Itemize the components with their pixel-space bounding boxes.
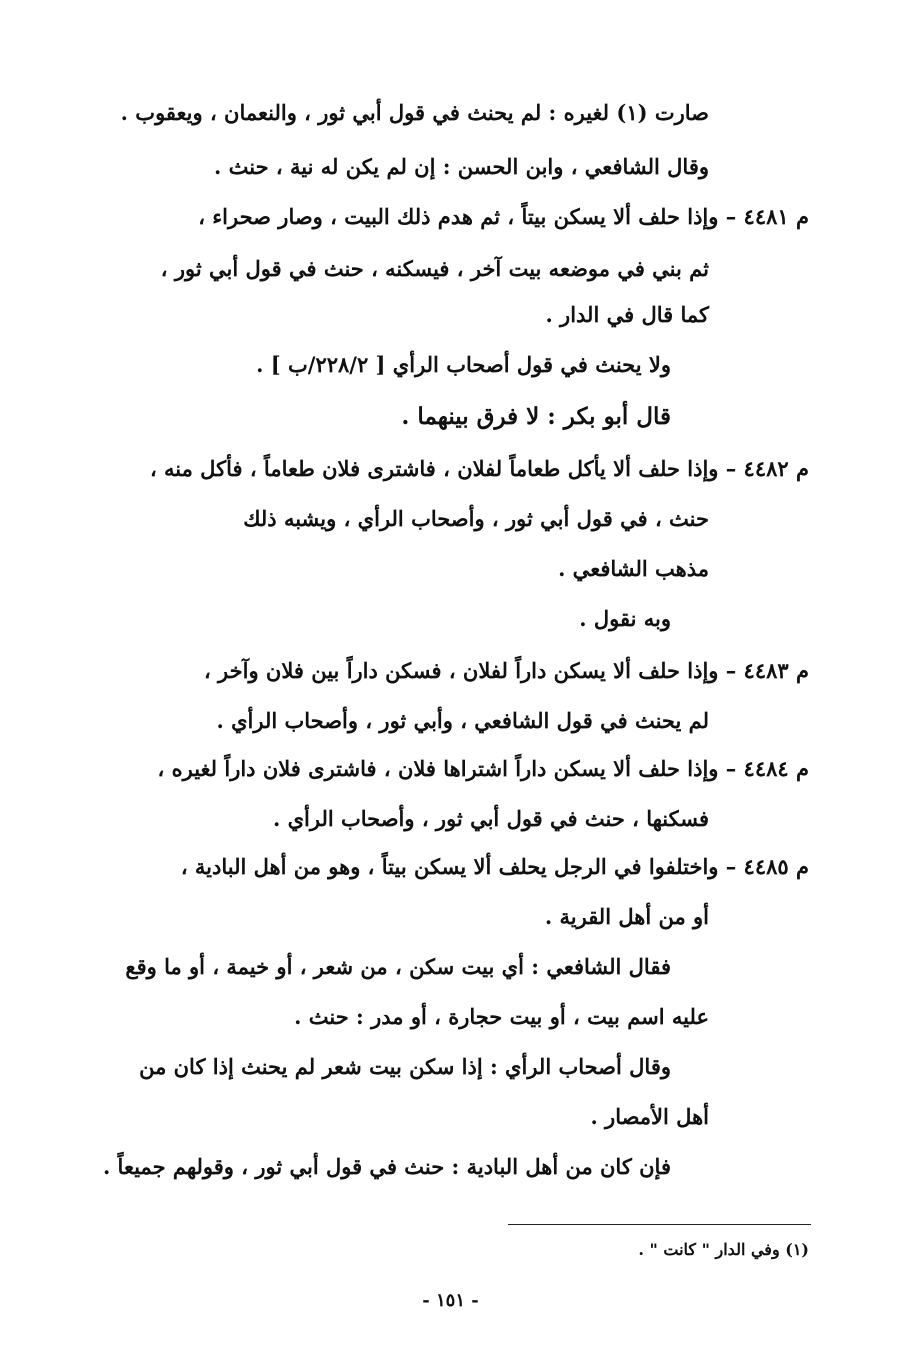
- text-line: وقال الشافعي ، وابن الحسن : إن لم يكن له نية ، حنث .: [214, 154, 709, 179]
- text-line: ولا يحنث في قول أصحاب الرأي [ ٢٢٨/٢/ب ] .: [256, 352, 671, 377]
- text-line: لم يحنث في قول الشافعي ، وأبي ثور ، وأصحاب الرأي .: [216, 708, 709, 733]
- entry-line-4485: م ٤٤٨٥ – واختلفوا في الرجل يحلف ألا يسكن بيتاً ، وهو من أهل البادية ،: [180, 854, 809, 879]
- text-line: فقال الشافعي : أي بيت سكن ، من شعر ، أو خيمة ، أو ما وقع: [125, 954, 671, 979]
- text-line: عليه اسم بيت ، أو بيت حجارة ، أو مدر : حنث .: [294, 1004, 709, 1029]
- text-line: فإن كان من أهل البادية : حنث في قول أبي ثور ، وقولهم جميعاً .: [102, 1154, 671, 1179]
- abu-bakr-heading: قال أبو بكر : لا فرق بينهما .: [401, 403, 671, 430]
- page-number: - ١٥١ -: [422, 1290, 479, 1311]
- entry-line-4481: م ٤٤٨١ – وإذا حلف ألا يسكن بيتاً ، ثم هدم ذلك البيت ، وصار صحراء ،: [198, 204, 809, 229]
- footnote-divider: [508, 1224, 811, 1225]
- text-line: صارت (١) لغيره : لم يحنث في قول أبي ثور ، والنعمان ، ويعقوب .: [120, 100, 709, 125]
- text-line: حنث ، في قول أبي ثور ، وأصحاب الرأي ، ويشبه ذلك: [243, 506, 709, 531]
- entry-line-4482: م ٤٤٨٢ – وإذا حلف ألا يأكل طعاماً لفلان ، فاشترى فلان طعاماً ، فأكل منه ،: [149, 456, 809, 481]
- text-line: ثم بني في موضعه بيت آخر ، فيسكنه ، حنث في قول أبي ثور ،: [160, 256, 709, 281]
- entry-line-4484: م ٤٤٨٤ – وإذا حلف ألا يسكن داراً اشتراها فلان ، فاشترى فلان داراً لغيره ،: [157, 756, 809, 781]
- text-line: فسكنها ، حنث في قول أبي ثور ، وأصحاب الرأي .: [272, 806, 709, 831]
- text-line: أهل الأمصار .: [590, 1104, 709, 1129]
- text-line: كما قال في الدار .: [545, 302, 709, 327]
- text-line: وقال أصحاب الرأي : إذا سكن بيت شعر لم يحنث إذا كان من: [139, 1054, 671, 1079]
- text-line: أو من أهل القرية .: [544, 904, 709, 929]
- entry-line-4483: م ٤٤٨٣ – وإذا حلف ألا يسكن داراً لفلان ، فسكن داراً بين فلان وآخر ،: [203, 658, 809, 683]
- text-line: مذهب الشافعي .: [558, 556, 709, 581]
- footnote: (١) وفي الدار " كانت " .: [638, 1240, 809, 1259]
- text-line: وبه نقول .: [579, 606, 671, 631]
